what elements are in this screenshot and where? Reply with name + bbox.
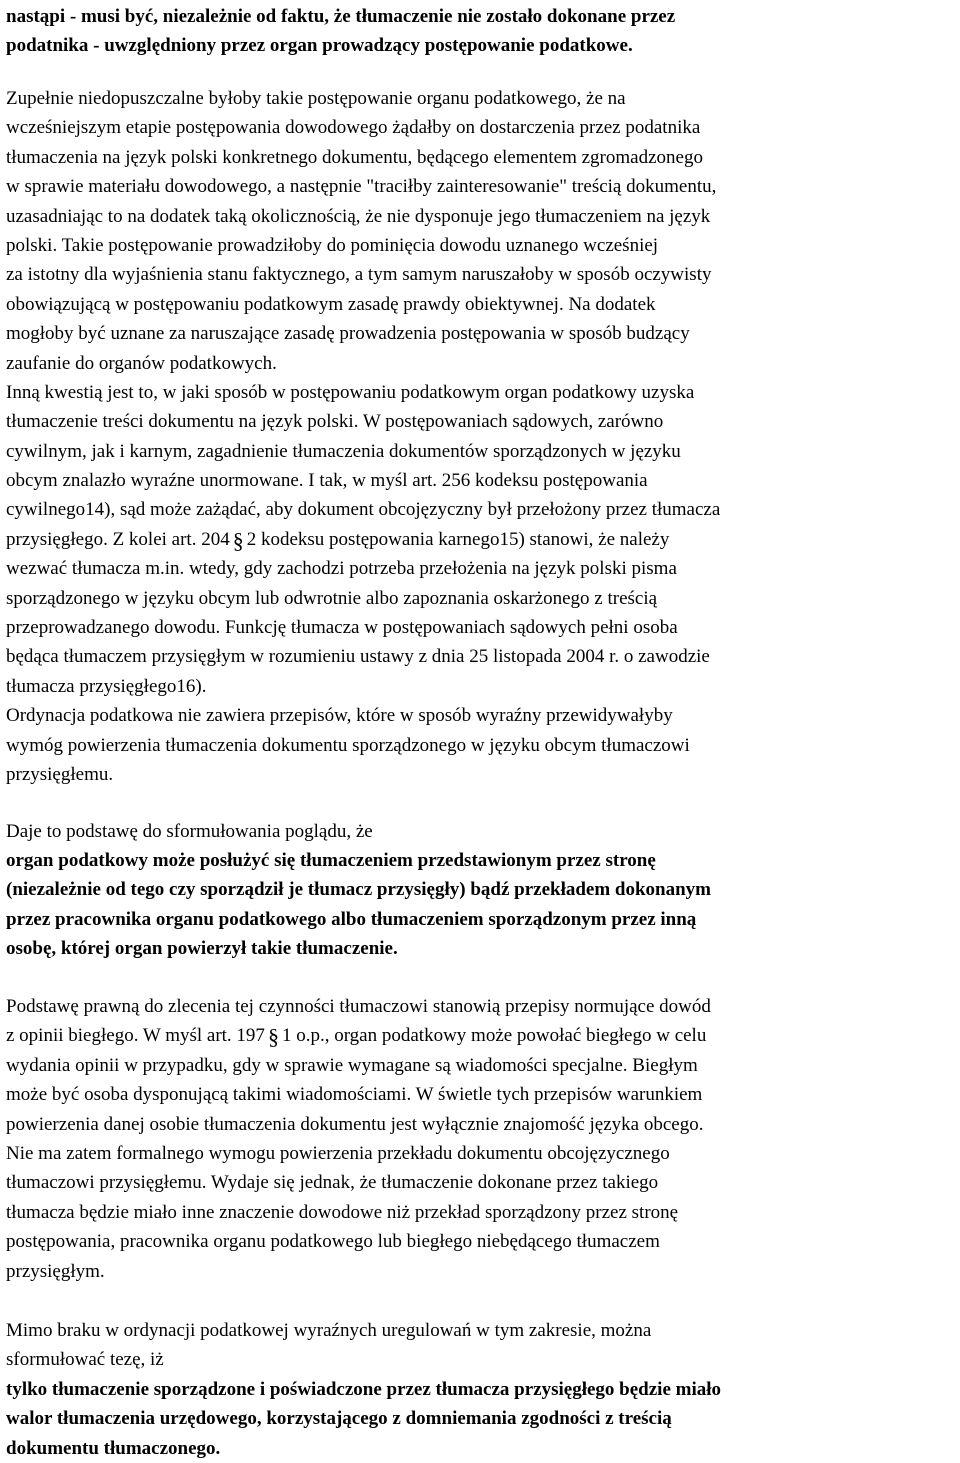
text-line: wcześniejszym etapie postępowania dowodowego żądałby on dostarczenia przez podatnika: [6, 117, 701, 139]
text-line: Daje to podstawę do sformułowania poglądu, że: [6, 821, 373, 842]
text-line: walor tłumaczenia urzędowego, korzystającego z domniemania zgodności z treścią: [6, 1408, 672, 1430]
text-line: dokumentu tłumaczonego.: [6, 1437, 221, 1459]
paragraph-legal-basis: [6, 992, 960, 1286]
text-line: zaufanie do organów podatkowych.: [6, 352, 277, 374]
text-line: postępowania, pracownika organu podatkowego lub biegłego niebędącego tłumaczem: [6, 1231, 660, 1253]
text-line: tłumaczenie treści dokumentu na język polski. W postępowaniach sądowych, zarówno: [6, 411, 664, 433]
paragraph-translation-evidence: [6, 84, 960, 789]
text-line: Zupełnie niedopuszczalne byłoby takie postępowanie organu podatkowego, że na: [6, 88, 626, 109]
text-line: osobę, której organ powierzył takie tłumaczenie.: [6, 938, 398, 960]
text-line: Ordynacja podatkowa nie zawiera przepisów, które w sposób wyraźny przewidywałyby: [6, 705, 673, 727]
text-line: sformułować tezę, iż: [6, 1349, 164, 1371]
text-line: polski. Takie postępowanie prowadziłoby do pominięcia dowodu uznanego wcześniej: [6, 234, 659, 256]
text-line: cywilnego14), sąd może zażądać, aby dokument obcojęzyczny był przełożony przez tłumacza: [6, 499, 721, 521]
text-line: sporządzonego w języku obcym lub odwrotnie albo zapoznania oskarżonego z treścią: [6, 587, 658, 609]
text-line: przysięgłemu.: [6, 763, 114, 785]
text-line: obowiązującą w postępowaniu podatkowym zasadę prawdy obiektywnej. Na dodatek: [6, 293, 656, 315]
text-line: Mimo braku w ordynacji podatkowej wyraźnych uregulowań w tym zakresie, można: [6, 1320, 652, 1341]
paragraph-thesis-intro: [6, 1316, 960, 1375]
text-line: w sprawie materiału dowodowego, a następnie "traciłby zainteresowanie" treścią dokumentu,: [6, 176, 717, 198]
text-line: wymóg powierzenia tłumaczenia dokumentu sporządzonego w języku obcym tłumaczowi: [6, 734, 690, 756]
text-line: uzasadniając to na dodatek taką okolicznością, że nie dysponuje jego tłumaczeniem na język: [6, 205, 711, 227]
text-line: tylko tłumaczenie sporządzone i poświadczone przez tłumacza przysięgłego będzie miało: [6, 1379, 722, 1400]
text-line: za istotny dla wyjaśnienia stanu faktycznego, a tym samym naruszałoby w sposób oczywisty: [6, 264, 712, 286]
thesis-sworn-translation: [6, 1375, 960, 1463]
text-line: może być osoba dysponującą takimi wiadomościami. W świetle tych przepisów warunkiem: [6, 1084, 703, 1106]
continuation-bold-text: [6, 2, 960, 61]
thesis-translation-sources: [6, 846, 960, 964]
text-line: z opinii biegłego. W myśl art. 197 § 1 o.p., organ podatkowy może powołać biegłego w celu: [6, 1024, 707, 1050]
text-line: przysięgłym.: [6, 1260, 105, 1282]
text-line: nastąpi - musi być, niezależnie od faktu, że tłumaczenie nie zostało dokonane przez: [6, 6, 676, 27]
text-line: przeprowadzanego dowodu. Funkcję tłumacza w postępowaniach sądowych pełni osoba: [6, 617, 678, 639]
text-line: (niezależnie od tego czy sporządził je tłumacz przysięgły) bądź przekładem dokonanym: [6, 879, 712, 901]
section-sign: §: [232, 527, 244, 553]
text-line: wydania opinii w przypadku, gdy w sprawie wymagane są wiadomości specjalne. Biegłym: [6, 1054, 698, 1076]
text-line: Nie ma zatem formalnego wymogu powierzenia przekładu dokumentu obcojęzycznego: [6, 1142, 670, 1164]
text-line: tłumacza będzie miało inne znaczenie dowodowe niż przekład sporządzony przez stronę: [6, 1201, 679, 1223]
text-line: przysięgłego. Z kolei art. 204 § 2 kodeksu postępowania karnego15) stanowi, że należy: [6, 527, 670, 553]
section-sign: §: [267, 1024, 279, 1050]
text-line: przez pracownika organu podatkowego albo tłumaczeniem sporządzonym przez inną: [6, 908, 697, 930]
paragraph-view-intro: [6, 817, 960, 846]
text-line: Inną kwestią jest to, w jaki sposób w postępowaniu podatkowym organ podatkowy uzyska: [6, 381, 695, 403]
text-line: obcym znalazło wyraźne unormowane. I tak, w myśl art. 256 kodeksu postępowania: [6, 470, 648, 492]
text-line: Podstawę prawną do zlecenia tej czynności tłumaczowi stanowią przepisy normujące dowód: [6, 996, 711, 1017]
text-line: tłumacza przysięgłego16).: [6, 675, 207, 697]
text-line: wezwać tłumacza m.in. wtedy, gdy zachodzi potrzeba przełożenia na język polski pisma: [6, 558, 677, 580]
text-line: cywilnym, jak i karnym, zagadnienie tłumaczenia dokumentów sporządzonych w języku: [6, 440, 681, 462]
text-line: tłumaczenia na język polski konkretnego dokumentu, będącego elementem zgromadzonego: [6, 146, 703, 168]
text-line: podatnika - uwzględniony przez organ prowadzący postępowanie podatkowe.: [6, 35, 633, 57]
text-line: mogłoby być uznane za naruszające zasadę prowadzenia postępowania w sposób budzący: [6, 323, 690, 345]
text-line: organ podatkowy może posłużyć się tłumaczeniem przedstawionym przez stronę: [6, 850, 656, 871]
text-line: powierzenia danej osobie tłumaczenia dokumentu jest wyłącznie znajomość języka obcego.: [6, 1113, 704, 1135]
text-line: będąca tłumaczem przysięgłym w rozumieniu ustawy z dnia 25 listopada 2004 r. o zawodzie: [6, 646, 710, 668]
text-line: tłumaczowi przysięgłemu. Wydaje się jednak, że tłumaczenie dokonane przez takiego: [6, 1172, 659, 1194]
